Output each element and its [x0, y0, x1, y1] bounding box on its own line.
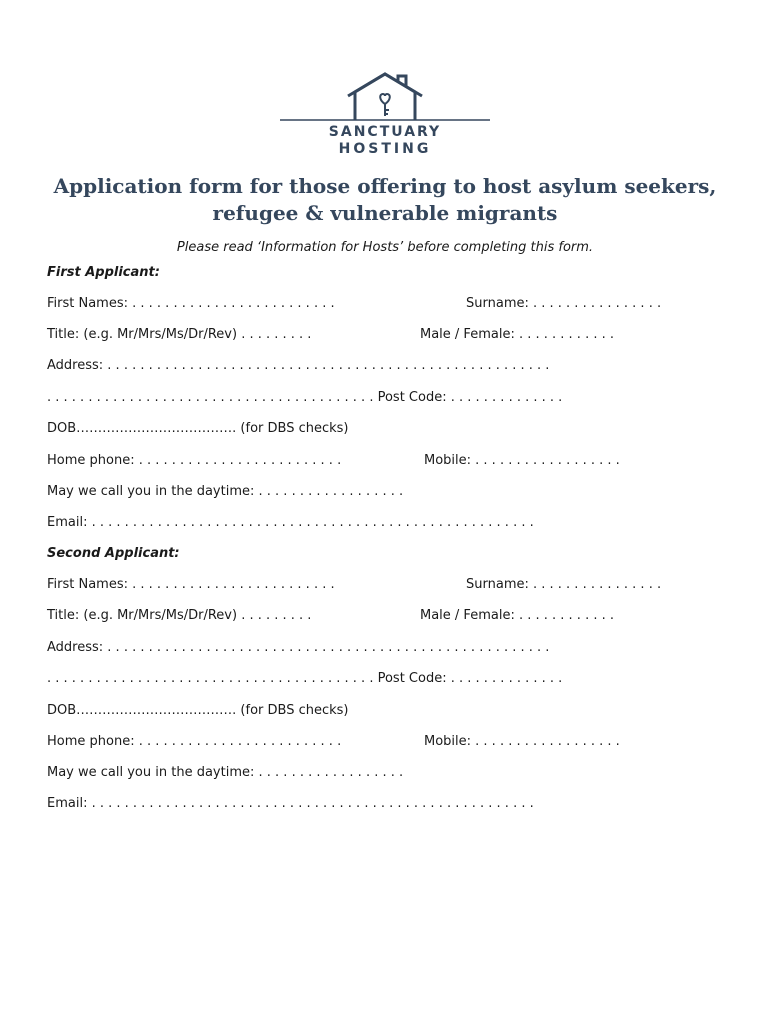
- intro-note: Please read ‘Information for Hosts’ before completing this form.: [176, 240, 594, 255]
- second-applicant-heading: Second Applicant:: [47, 546, 180, 561]
- first-applicant-first-names-field[interactable]: First Names: . . . . . . . . . . . . . . . . . . . . . . . . .: [47, 296, 335, 311]
- second-applicant-email-field[interactable]: Email: . . . . . . . . . . . . . . . . . . . . . . . . . . . . . . . . . . . . . . . . . . . . . . . . . . . . . .: [47, 796, 534, 811]
- first-applicant-mobile-field[interactable]: Mobile: . . . . . . . . . . . . . . . . . .: [424, 453, 620, 468]
- first-applicant-address-postcode-field[interactable]: . . . . . . . . . . . . . . . . . . . . . . . . . . . . . . . . . . . . . . . . Post Code: . . . . . . . . . . . . . .: [47, 390, 563, 405]
- form-title-line-2: refugee & vulnerable migrants: [212, 201, 558, 225]
- first-applicant-gender-field[interactable]: Male / Female: . . . . . . . . . . . .: [420, 327, 614, 342]
- second-applicant-title-field[interactable]: Title: (e.g. Mr/Mrs/Ms/Dr/Rev) . . . . . . . . .: [47, 608, 312, 623]
- second-applicant-address-field[interactable]: Address: . . . . . . . . . . . . . . . . . . . . . . . . . . . . . . . . . . . . . . . . . . . . . . . . . . . . . .: [47, 640, 550, 655]
- first-applicant-title-field[interactable]: Title: (e.g. Mr/Mrs/Ms/Dr/Rev) . . . . . . . . .: [47, 327, 312, 342]
- heart-key-icon: [380, 94, 390, 116]
- second-applicant-dob-field[interactable]: DOB………………………………. (for DBS checks): [47, 703, 349, 718]
- logo-text-sanctuary: SANCTUARY: [328, 124, 442, 140]
- first-applicant-heading: First Applicant:: [47, 265, 160, 280]
- first-applicant-dob-field[interactable]: DOB………………………………. (for DBS checks): [47, 421, 349, 436]
- first-applicant-daytime-field[interactable]: May we call you in the daytime: . . . . . . . . . . . . . . . . . .: [47, 484, 404, 499]
- form-title-line-1: Application form for those offering to host asylum seekers,: [53, 174, 717, 198]
- second-applicant-surname-field[interactable]: Surname: . . . . . . . . . . . . . . . .: [466, 577, 662, 592]
- second-applicant-gender-field[interactable]: Male / Female: . . . . . . . . . . . .: [420, 608, 614, 623]
- second-applicant-daytime-field[interactable]: May we call you in the daytime: . . . . . . . . . . . . . . . . . .: [47, 765, 404, 780]
- first-applicant-email-field[interactable]: Email: . . . . . . . . . . . . . . . . . . . . . . . . . . . . . . . . . . . . . . . . . . . . . . . . . . . . . .: [47, 515, 534, 530]
- second-applicant-address-postcode-field[interactable]: . . . . . . . . . . . . . . . . . . . . . . . . . . . . . . . . . . . . . . . . Post Code: . . . . . . . . . . . . . .: [47, 671, 563, 686]
- first-applicant-surname-field[interactable]: Surname: . . . . . . . . . . . . . . . .: [466, 296, 662, 311]
- first-applicant-address-field[interactable]: Address: . . . . . . . . . . . . . . . . . . . . . . . . . . . . . . . . . . . . . . . . . . . . . . . . . . . . . .: [47, 358, 550, 373]
- logo-text-hosting: HOSTING: [338, 141, 432, 157]
- second-applicant-first-names-field[interactable]: First Names: . . . . . . . . . . . . . . . . . . . . . . . . .: [47, 577, 335, 592]
- first-applicant-home-phone-field[interactable]: Home phone: . . . . . . . . . . . . . . . . . . . . . . . . .: [47, 453, 342, 468]
- second-applicant-mobile-field[interactable]: Mobile: . . . . . . . . . . . . . . . . . .: [424, 734, 620, 749]
- second-applicant-home-phone-field[interactable]: Home phone: . . . . . . . . . . . . . . . . . . . . . . . . .: [47, 734, 342, 749]
